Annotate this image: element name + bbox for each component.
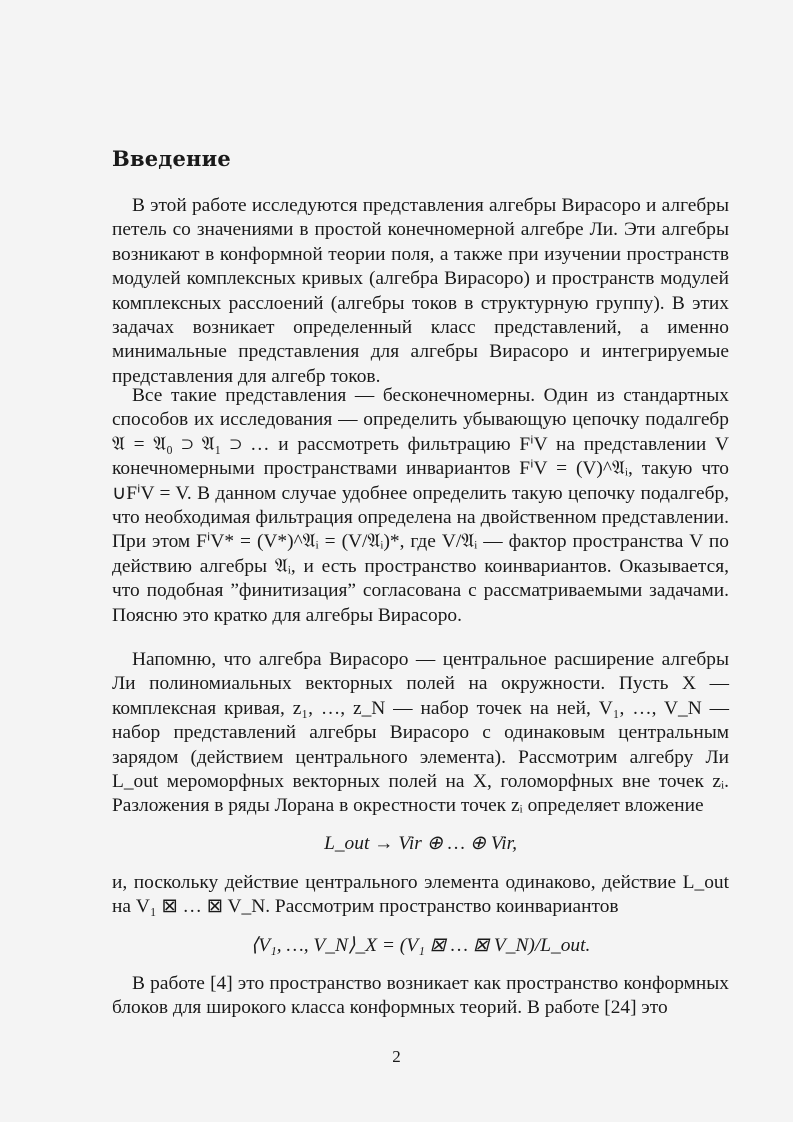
page-number: 2: [392, 1047, 401, 1066]
paragraph-text: Все такие представления — бесконечномерны. Один из стандартных способов их исследования — определить убывающую цепочку подалгебр 𝔄 = 𝔄₀ ⊃ 𝔄₁ ⊃ … и рассмотреть фильтрацию FⁱV на представлении V конечномерными пространствами инвариантов FⁱV = (V)^𝔄ᵢ, такую что ∪FⁱV = V. В данном случае удобнее определить такую цепочку подалгебр, что необходимая фильтрация определена на двойственном представлении. При этом FⁱV* = (V*)^𝔄ᵢ = (V/𝔄ᵢ)*, где V/𝔄ᵢ — фактор пространства V по действию алгебры 𝔄ᵢ, и есть пространство коинвариантов. Оказывается, что подобная ”финитизация” согласована с рассматриваемыми задачами. Поясню это кратко для алгебры Вирасоро.: [112, 385, 729, 626]
paragraph-conformal-blocks: [112, 972, 729, 1021]
paragraph-text: В работе [4] это пространство возникает как пространство конформных блоков для широкого класса конформных теорий. В работе [24] это: [112, 973, 729, 1019]
paragraph-intro: [112, 194, 729, 389]
paragraph-text: В этой работе исследуются представления алгебры Вирасоро и алгебры петель со значениями в простой конечномерной алгебре Ли. Эти алгебры возникают в конформной теории поля, а также при изучении пространств модулей комплексных кривых (алгебра Вирасоро) и пространств модулей комплексных расслоений (алгебры токов в структурную группу). В этих задачах возникает определенный класс представлений, а именно минимальные представления для алгебры Вирасоро и интегрируемые представления для алгебр токов.: [112, 195, 729, 387]
formula-coinvariants: ⟨V₁, …, V_N⟩_X = (V₁ ⊠ … ⊠ V_N)/L_out.: [250, 935, 591, 956]
paragraph-filtration: [112, 384, 729, 628]
paragraph-action: [112, 871, 729, 920]
formula-embedding: L_out → Vir ⊕ … ⊕ Vir,: [324, 833, 517, 854]
section-title: Введение: [112, 146, 231, 171]
paragraph-virasoro: [112, 648, 729, 819]
paragraph-text: и, поскольку действие центрального элемента одинаково, действие L_out на V₁ ⊠ … ⊠ V_N. Рассмотрим пространство коинвариантов: [112, 872, 729, 918]
paragraph-text: Напомню, что алгебра Вирасоро — центральное расширение алгебры Ли полиномиальных векторных полей на окружности. Пусть X — комплексная кривая, z₁, …, z_N — набор точек на ней, V₁, …, V_N — набор представлений алгебры Вирасоро с одинаковым центральным зарядом (действием центрального элемента). Рассмотрим алгебру Ли L_out мероморфных векторных полей на X, голоморфных вне точек zᵢ. Разложения в ряды Лорана в окрестности точек zᵢ определяет вложение: [112, 649, 729, 817]
